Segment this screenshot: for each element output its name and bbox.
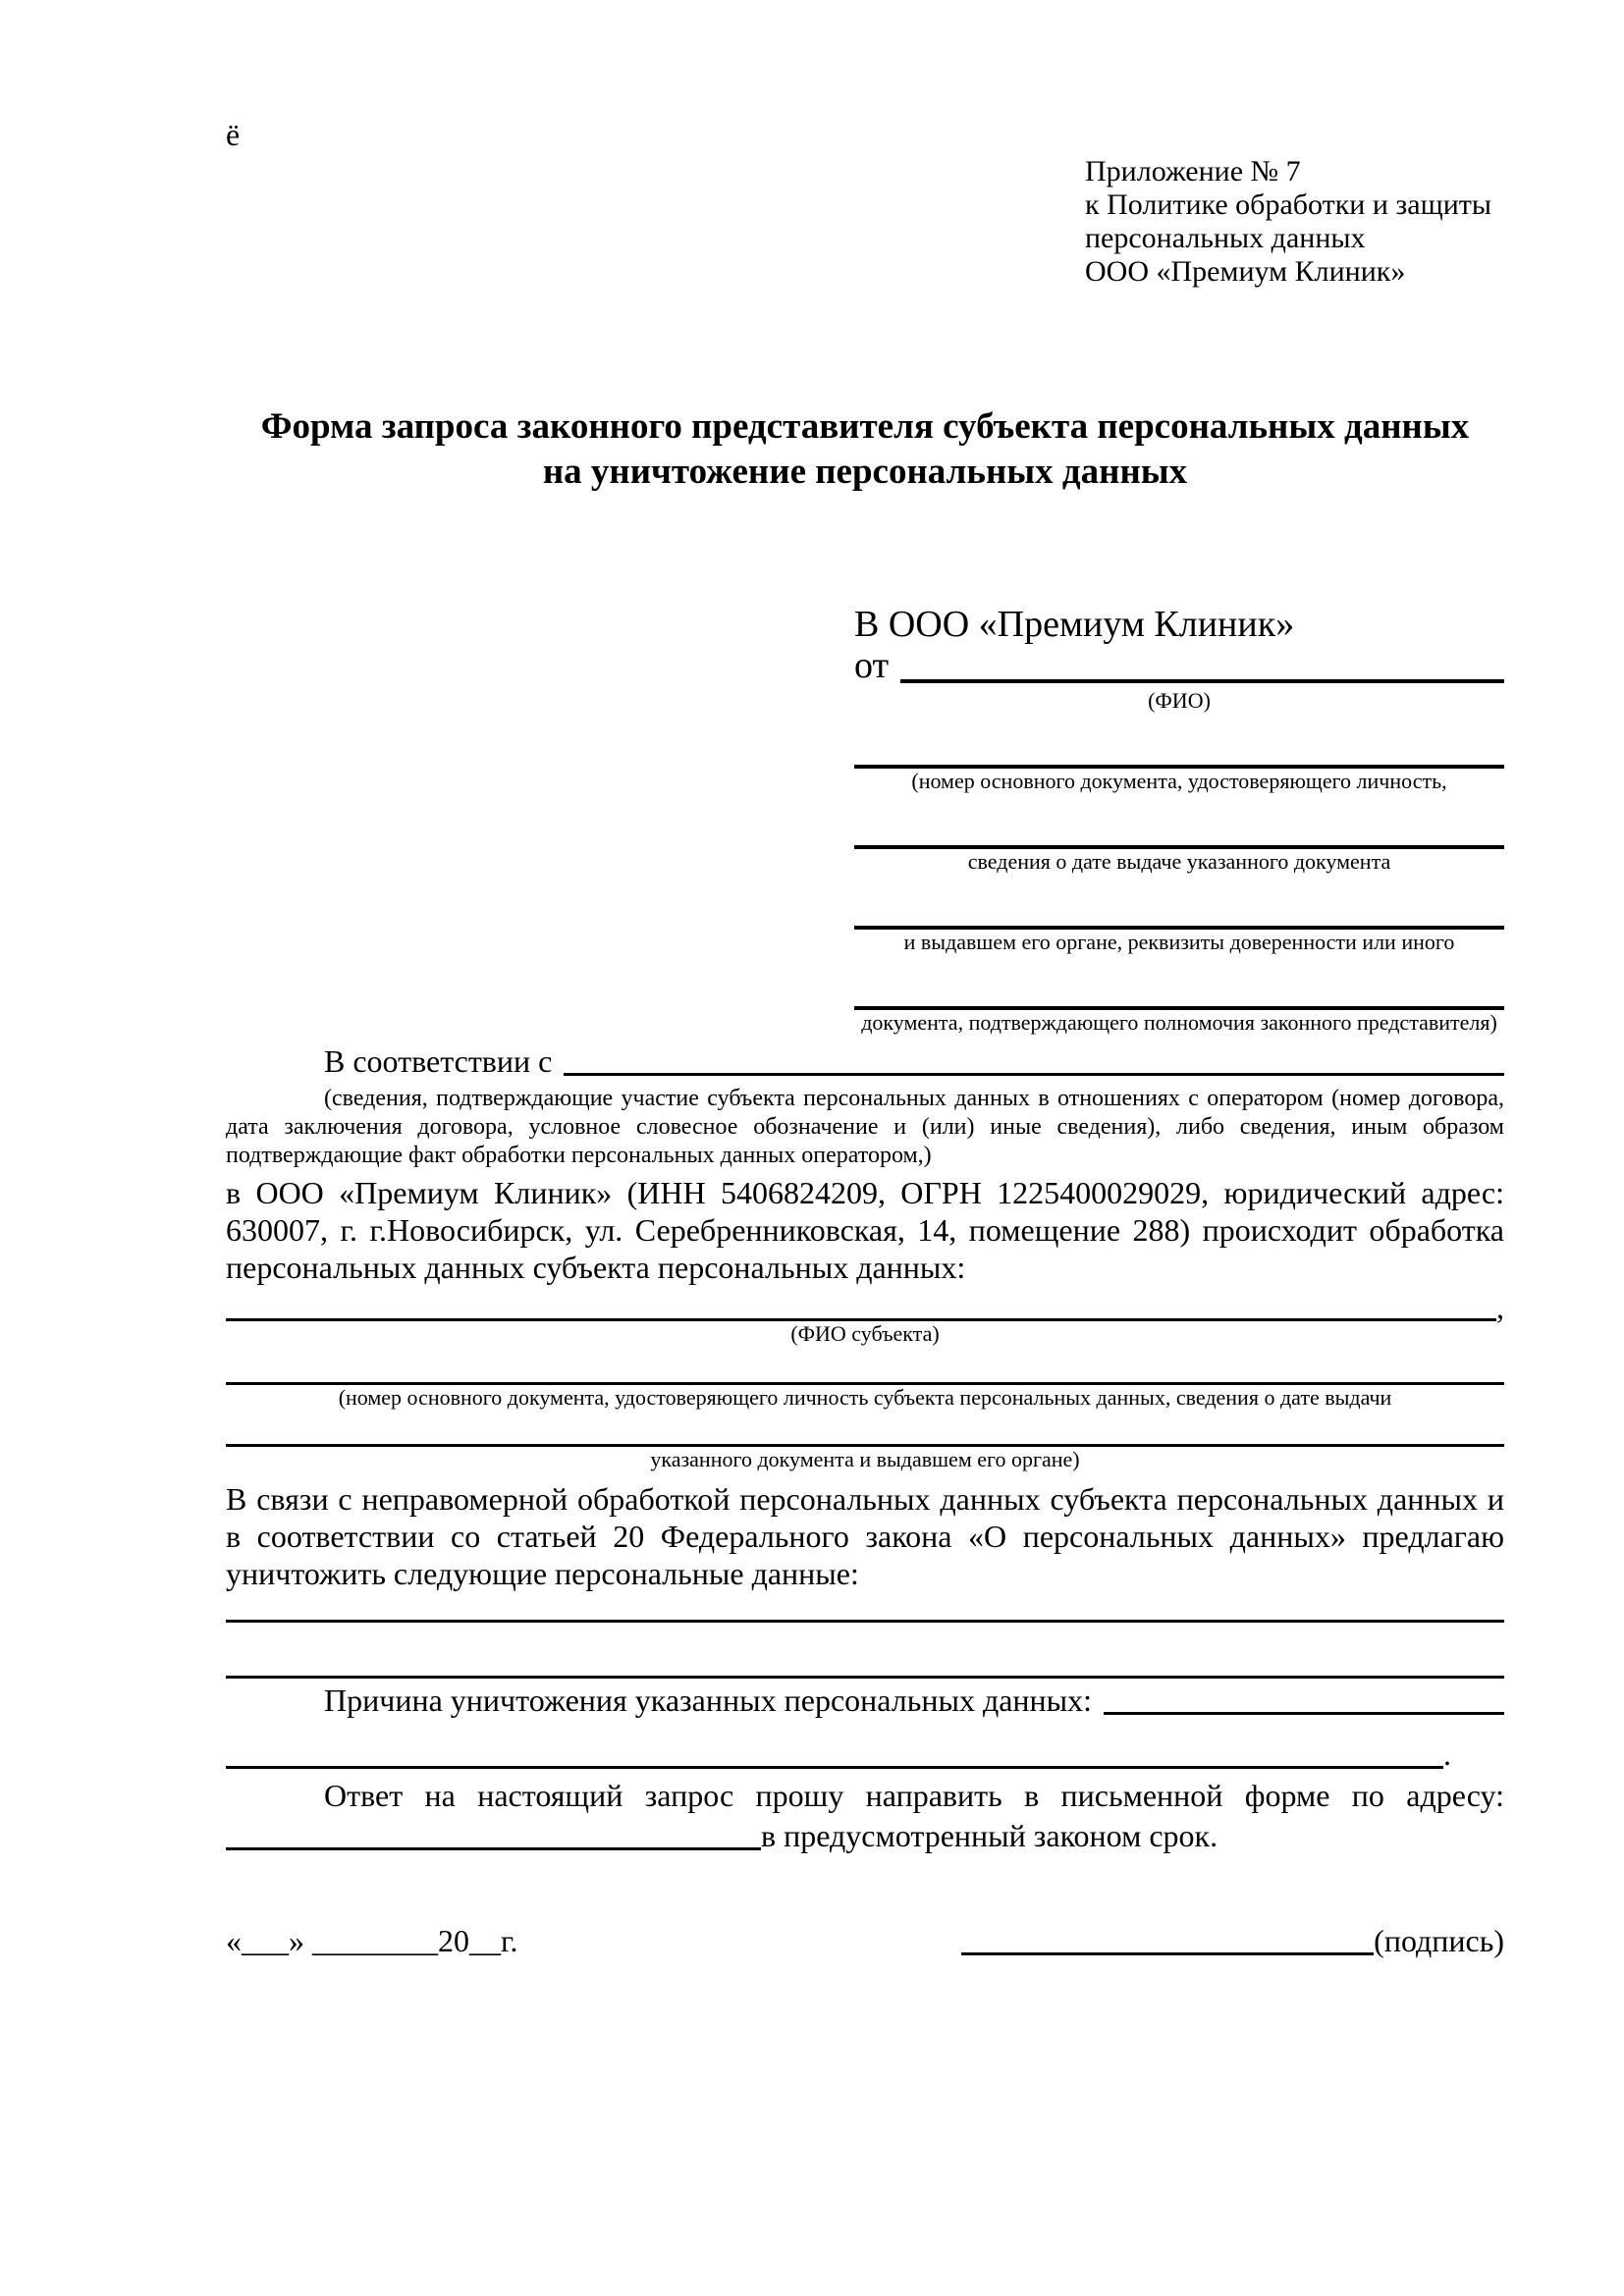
signature-caption: (подпись) [1374,1923,1504,1958]
appendix-line: ООО «Премиум Клиник» [1085,255,1406,288]
appendix-block [1085,155,1504,289]
accordance-label: В соответствии с [324,1043,553,1079]
appendix-line: персональных данных [1085,222,1366,254]
form-title [226,404,1504,495]
reason-continuation-row [226,1736,1504,1772]
from-label: от [854,645,890,686]
rep-doc-field [854,926,1504,955]
destruction-data-blank-line-2 [226,1676,1504,1679]
subject-fio-caption: (ФИО субъекта) [790,1321,940,1346]
rep-doc-field [854,845,1504,875]
subject-fio-comma: , [1496,1290,1504,1325]
addressee-block [854,603,1504,1036]
rep-doc-caption: (номер основного документа, удостоверяющего личность, [911,769,1447,793]
subject-fio-row [226,1290,1504,1325]
reason-label: Причина уничтожения указанных персональных данных: [324,1682,1093,1718]
rep-doc-field [854,1006,1504,1036]
form-title-line-1: Форма запроса законного представителя субъекта персональных данных [260,406,1470,447]
rep-doc-caption: и выдавшем его органе, реквизиты доверенности или иного [903,930,1455,954]
accordance-blank-line [564,1073,1504,1076]
reply-suffix-text: в предусмотренный законом срок. [761,1818,1218,1853]
reply-paragraph: Ответ на настоящий запрос прошу направить в письменной форме по адресу: [324,1778,1504,1813]
subject-doc-caption-1: (номер основного документа, удостоверяющего личность субъекта персональных данных, сведения о дате выдачи [338,1385,1392,1410]
reason-blank-line [1104,1712,1504,1715]
from-row [854,647,1504,688]
representative-fio-blank-line [900,679,1504,683]
signature-row [226,1920,1504,1961]
subject-doc-caption-2: указанного документа и выдавшем его органе) [650,1447,1080,1471]
reason-blank-line-2 [226,1745,1443,1769]
signature-group [961,1920,1504,1961]
appendix-line: к Политике обработки и защиты [1085,188,1492,221]
rep-doc-caption: сведения о дате выдаче указанного документа [967,849,1391,874]
reason-row [226,1681,1504,1720]
reply-address-row [226,1814,1504,1855]
accordance-row [226,1041,1504,1081]
destruction-data-blank-line-1 [226,1620,1504,1623]
addressee-organization: В ООО «Премиум Клиник» [854,604,1295,645]
rep-doc-caption: документа, подтверждающего полномочия законного представителя) [861,1010,1497,1035]
accordance-note: (сведения, подтверждающие участие субъекта персональных данных в отношениях с оператором (номер договора, дата заключения договора, условное словесное обозначение и (или) иные сведения), либо сведения, иным образом подтверждающие факт обработки персональных данных оператором,) [226,1086,1504,1168]
signature-blank-line [961,1952,1374,1955]
stray-character: ё [226,117,241,152]
operator-paragraph: в ООО «Премиум Клиник» (ИНН 5406824209, ОГРН 1225400029029, юридический адрес: 630007, г. г.Новосибирск, ул. Серебренниковская, 14, помещение 288) происходит обработка персональных данных субъекта персональных данных: [226,1175,1504,1285]
appendix-line: Приложение № 7 [1085,155,1301,187]
reason-period: . [1443,1736,1451,1772]
date-blank-text: «___» ________20__г. [226,1923,518,1958]
rep-doc-field [854,765,1504,794]
fio-caption: (ФИО) [1148,688,1211,713]
form-title-line-2: на уничтожение персональных данных [542,452,1188,492]
reply-address-blank-line [226,1847,761,1850]
destruction-request-paragraph: В связи с неправомерной обработкой персональных данных субъекта персональных данных и в соответствии со статьей 20 Федерального закона «О персональных данных» предлагаю уничтожить следующие персональные данные: [226,1481,1504,1591]
